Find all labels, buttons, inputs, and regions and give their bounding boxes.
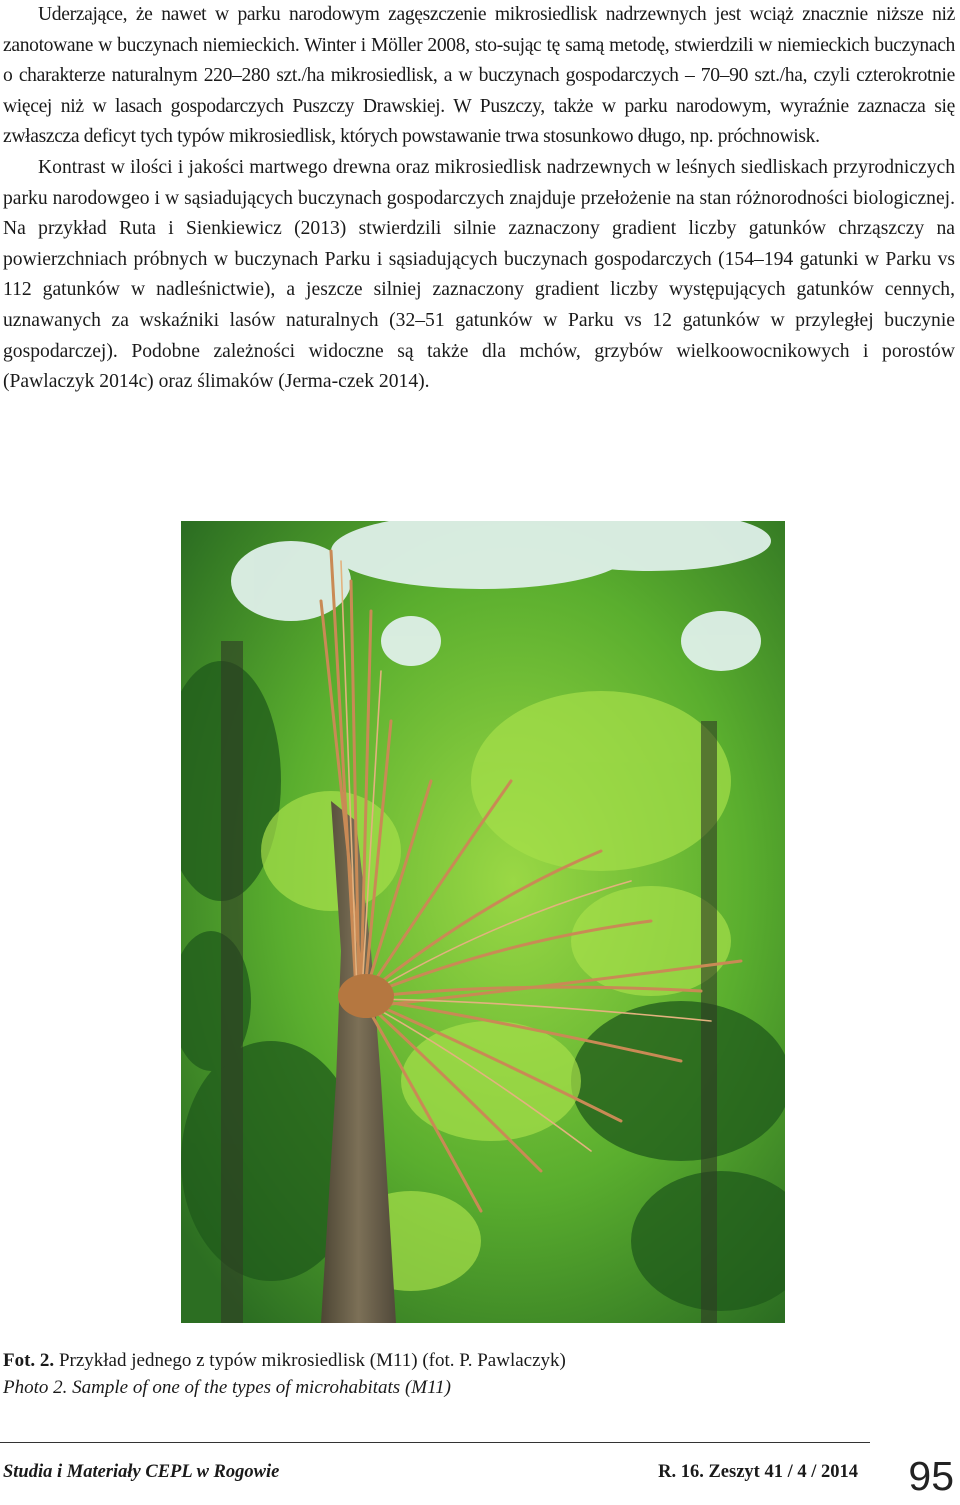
paragraph-1-part-a: Uderzające, że nawet w parku narodowym zagęszczenie mikrosiedlisk nadrzewnych jest wciąż znacznie niższe niż zanotowane w buczynach niemieckich. Winter i Möller 2008, sto-: [3, 4, 955, 56]
article-body: [3, 0, 955, 398]
photo-broken-beech-tree: [181, 521, 785, 1323]
tree-photo-illustration: [181, 521, 785, 1323]
paragraph-1-part-b: sując tę samą metodę, stwierdzili w niemieckich buczynach o charakterze naturalnym 220–280 szt./ha mikrosiedlisk, a w buczynach gospodarczych – 70–90 szt./ha, czyli czterokrotnie więcej niż w lasach gospodarczych Puszczy Drawskiej. W Puszczy, także w parku narodowym, wyraźnie zaznacza się zwłaszcza deficyt tych typów mikrosiedlisk, których powstawanie trwa stosunkowo długo, np. próchnowisk.: [3, 34, 955, 148]
journal-title: Studia i Materiały CEPL w Rogowie: [3, 1462, 280, 1482]
figure-label: Fot. 2.: [3, 1350, 55, 1371]
footer-divider: [0, 1442, 870, 1443]
figure-caption-polish: [3, 1349, 566, 1373]
journal-issue: R. 16. Zeszyt 41 / 4 / 2014: [658, 1462, 858, 1482]
paragraph-2: Kontrast w ilości i jakości martwego drewna oraz mikrosiedlisk nadrzewnych w leśnych siedliskach przyrodniczych parku narodowgeo i w sąsiadujących buczynach gospodarczych znajduje przełożenie na stan różnorodności biologicznej. Na przykład Ruta i Sienkiewicz (2013) stwierdzili silnie zaznaczony gradient liczby gatunków chrząszczy na powierzchniach próbnych w buczynach Parku i sąsiadujących buczynach gospodarczych (154–194 gatunki w Parku vs 112 gatunków w nadleśnictwie), a jeszcze silniej zaznaczony gradient liczby występujących gatunków cennych, uznawanych za wskaźniki lasów naturalnych (32–51 gatunków w Parku vs 12 gatunków w przyległej buczynie gospodarczej). Podobne zależności widoczne są także dla mchów, grzybów wielkoowocnikowych i porostów (Pawlaczyk 2014c) oraz ślimaków (Jerma-czek 2014).: [3, 156, 955, 393]
page-number: 95: [908, 1453, 954, 1499]
paragraph-1: [3, 0, 955, 153]
figure-caption-english: Photo 2. Sample of one of the types of microhabitats (M11): [3, 1377, 452, 1398]
figure-caption-pl-text: Przykład jednego z typów mikrosiedlisk (M11) (fot. P. Pawlaczyk): [54, 1350, 566, 1371]
splinter-knot: [338, 974, 394, 1018]
